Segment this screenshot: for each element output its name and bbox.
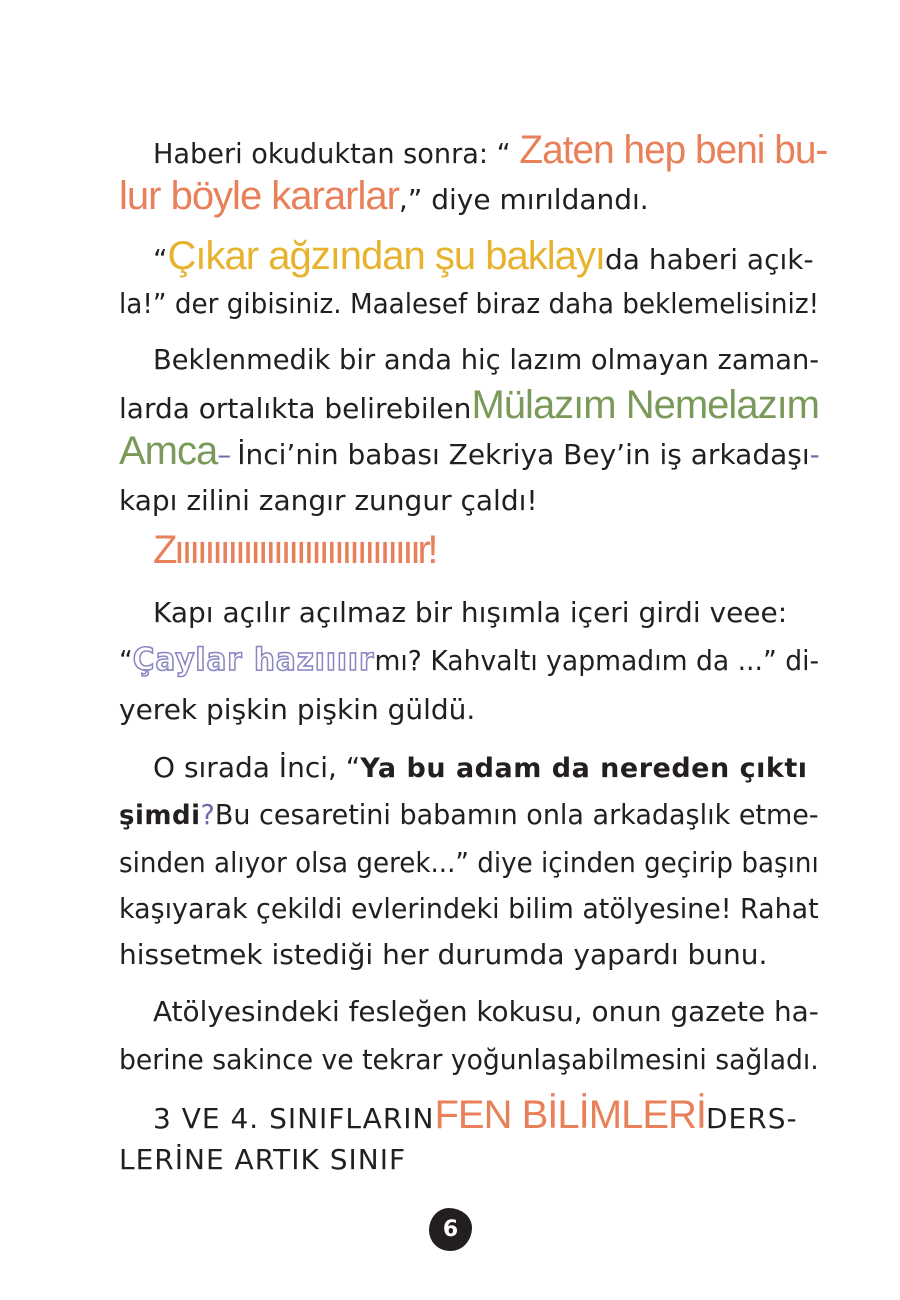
- text-line: [119, 431, 819, 475]
- text-segment: LERİNE ARTIK SINIF: [119, 1143, 407, 1176]
- text-segment: hissetmek istediği her durumda yapardı bunu.: [119, 938, 768, 971]
- bold-thought: şimdi: [119, 800, 201, 831]
- text-segment: kapı zilini zangır zungur çaldı!: [119, 484, 538, 517]
- text-segment: berine sakince ve tekrar yoğunlaşabilmesini sağladı.: [119, 1043, 819, 1076]
- text-segment: mı? Kahvaltı yapmadım da ...” di-: [374, 644, 820, 677]
- text-line: [119, 843, 819, 883]
- text-line: [119, 1040, 819, 1080]
- text-segment: kaşıyarak çekildi evlerindeki bilim atölyesine! Rahat: [119, 892, 819, 925]
- text-line: [119, 481, 819, 521]
- text-segment: yerek pişkin pişkin güldü.: [119, 693, 476, 726]
- text-line: [119, 1140, 819, 1180]
- text-segment: Atölyesindeki fesleğen kokusu, onun gazete ha-: [153, 995, 819, 1028]
- text-segment: Haberi okuduktan sonra: “: [153, 137, 511, 170]
- doorbell-sound: Zıııııııııııııııııııııııııııııııır!: [153, 528, 435, 572]
- text-line: [153, 593, 819, 633]
- text-line: [119, 795, 819, 836]
- text-segment: ,” diye mırıldandı.: [398, 183, 649, 216]
- text-line: [153, 992, 819, 1032]
- text-line: [153, 748, 819, 789]
- text-line: [119, 889, 819, 929]
- text-line: [119, 284, 819, 324]
- text-segment: da haberi açık-: [605, 243, 814, 276]
- text-segment: O sırada İnci, “: [153, 751, 361, 784]
- handwritten-name: Mülazım Nemelazım: [471, 383, 819, 427]
- hyphen: -: [809, 438, 820, 471]
- text-segment: “: [153, 243, 168, 276]
- text-segment: Kapı açılır açılmaz bir hışımla içeri girdi veee:: [153, 596, 788, 629]
- text-segment: DERS-: [706, 1102, 798, 1135]
- text-line: [153, 236, 819, 280]
- text-line: [119, 385, 819, 429]
- text-line: [119, 935, 819, 975]
- headline-highlight: FEN BİLİMLERİ: [434, 1093, 706, 1137]
- text-segment: Bu cesaretini babamın onla arkadaşlık etme-: [214, 798, 819, 831]
- sound-effect-line: [153, 530, 819, 570]
- handwritten-quote: Çıkar ağzından şu baklayı: [167, 234, 605, 278]
- text-segment: İnci’nin babası Zekriya Bey’in iş arkadaşı: [237, 438, 810, 471]
- text-segment: sinden alıyor olsa gerek...” diye içinden geçirip başını: [119, 846, 819, 879]
- text-segment: Beklenmedik bir anda hiç lazım olmayan zaman-: [153, 343, 820, 376]
- handwritten-name: Amca: [119, 429, 218, 473]
- handwritten-quote: lur böyle kararlar: [119, 174, 399, 218]
- page-number-badge: [429, 1208, 472, 1251]
- text-segment: 3 VE 4. SINIFLARIN: [153, 1102, 435, 1135]
- text-segment: la!” der gibisiniz. Maalesef biraz daha beklemelisiniz!: [119, 287, 820, 320]
- text-line: [119, 176, 819, 220]
- outlined-quote: Çaylar hazıııır: [132, 642, 375, 678]
- handwritten-quote: Zaten hep beni bu-: [519, 128, 828, 172]
- text-segment: larda ortalıkta belirebilen: [119, 392, 472, 425]
- text-line: [153, 340, 819, 380]
- page-number: 6: [442, 1217, 459, 1242]
- text-line: [153, 128, 828, 174]
- dash: –: [217, 438, 232, 471]
- text-segment: “: [119, 644, 133, 677]
- bold-thought: Ya bu adam da nereden çıktı: [360, 753, 808, 784]
- text-line: [153, 1095, 819, 1139]
- text-line: [119, 690, 819, 730]
- question-mark: ?: [200, 798, 215, 831]
- text-line: [119, 640, 819, 681]
